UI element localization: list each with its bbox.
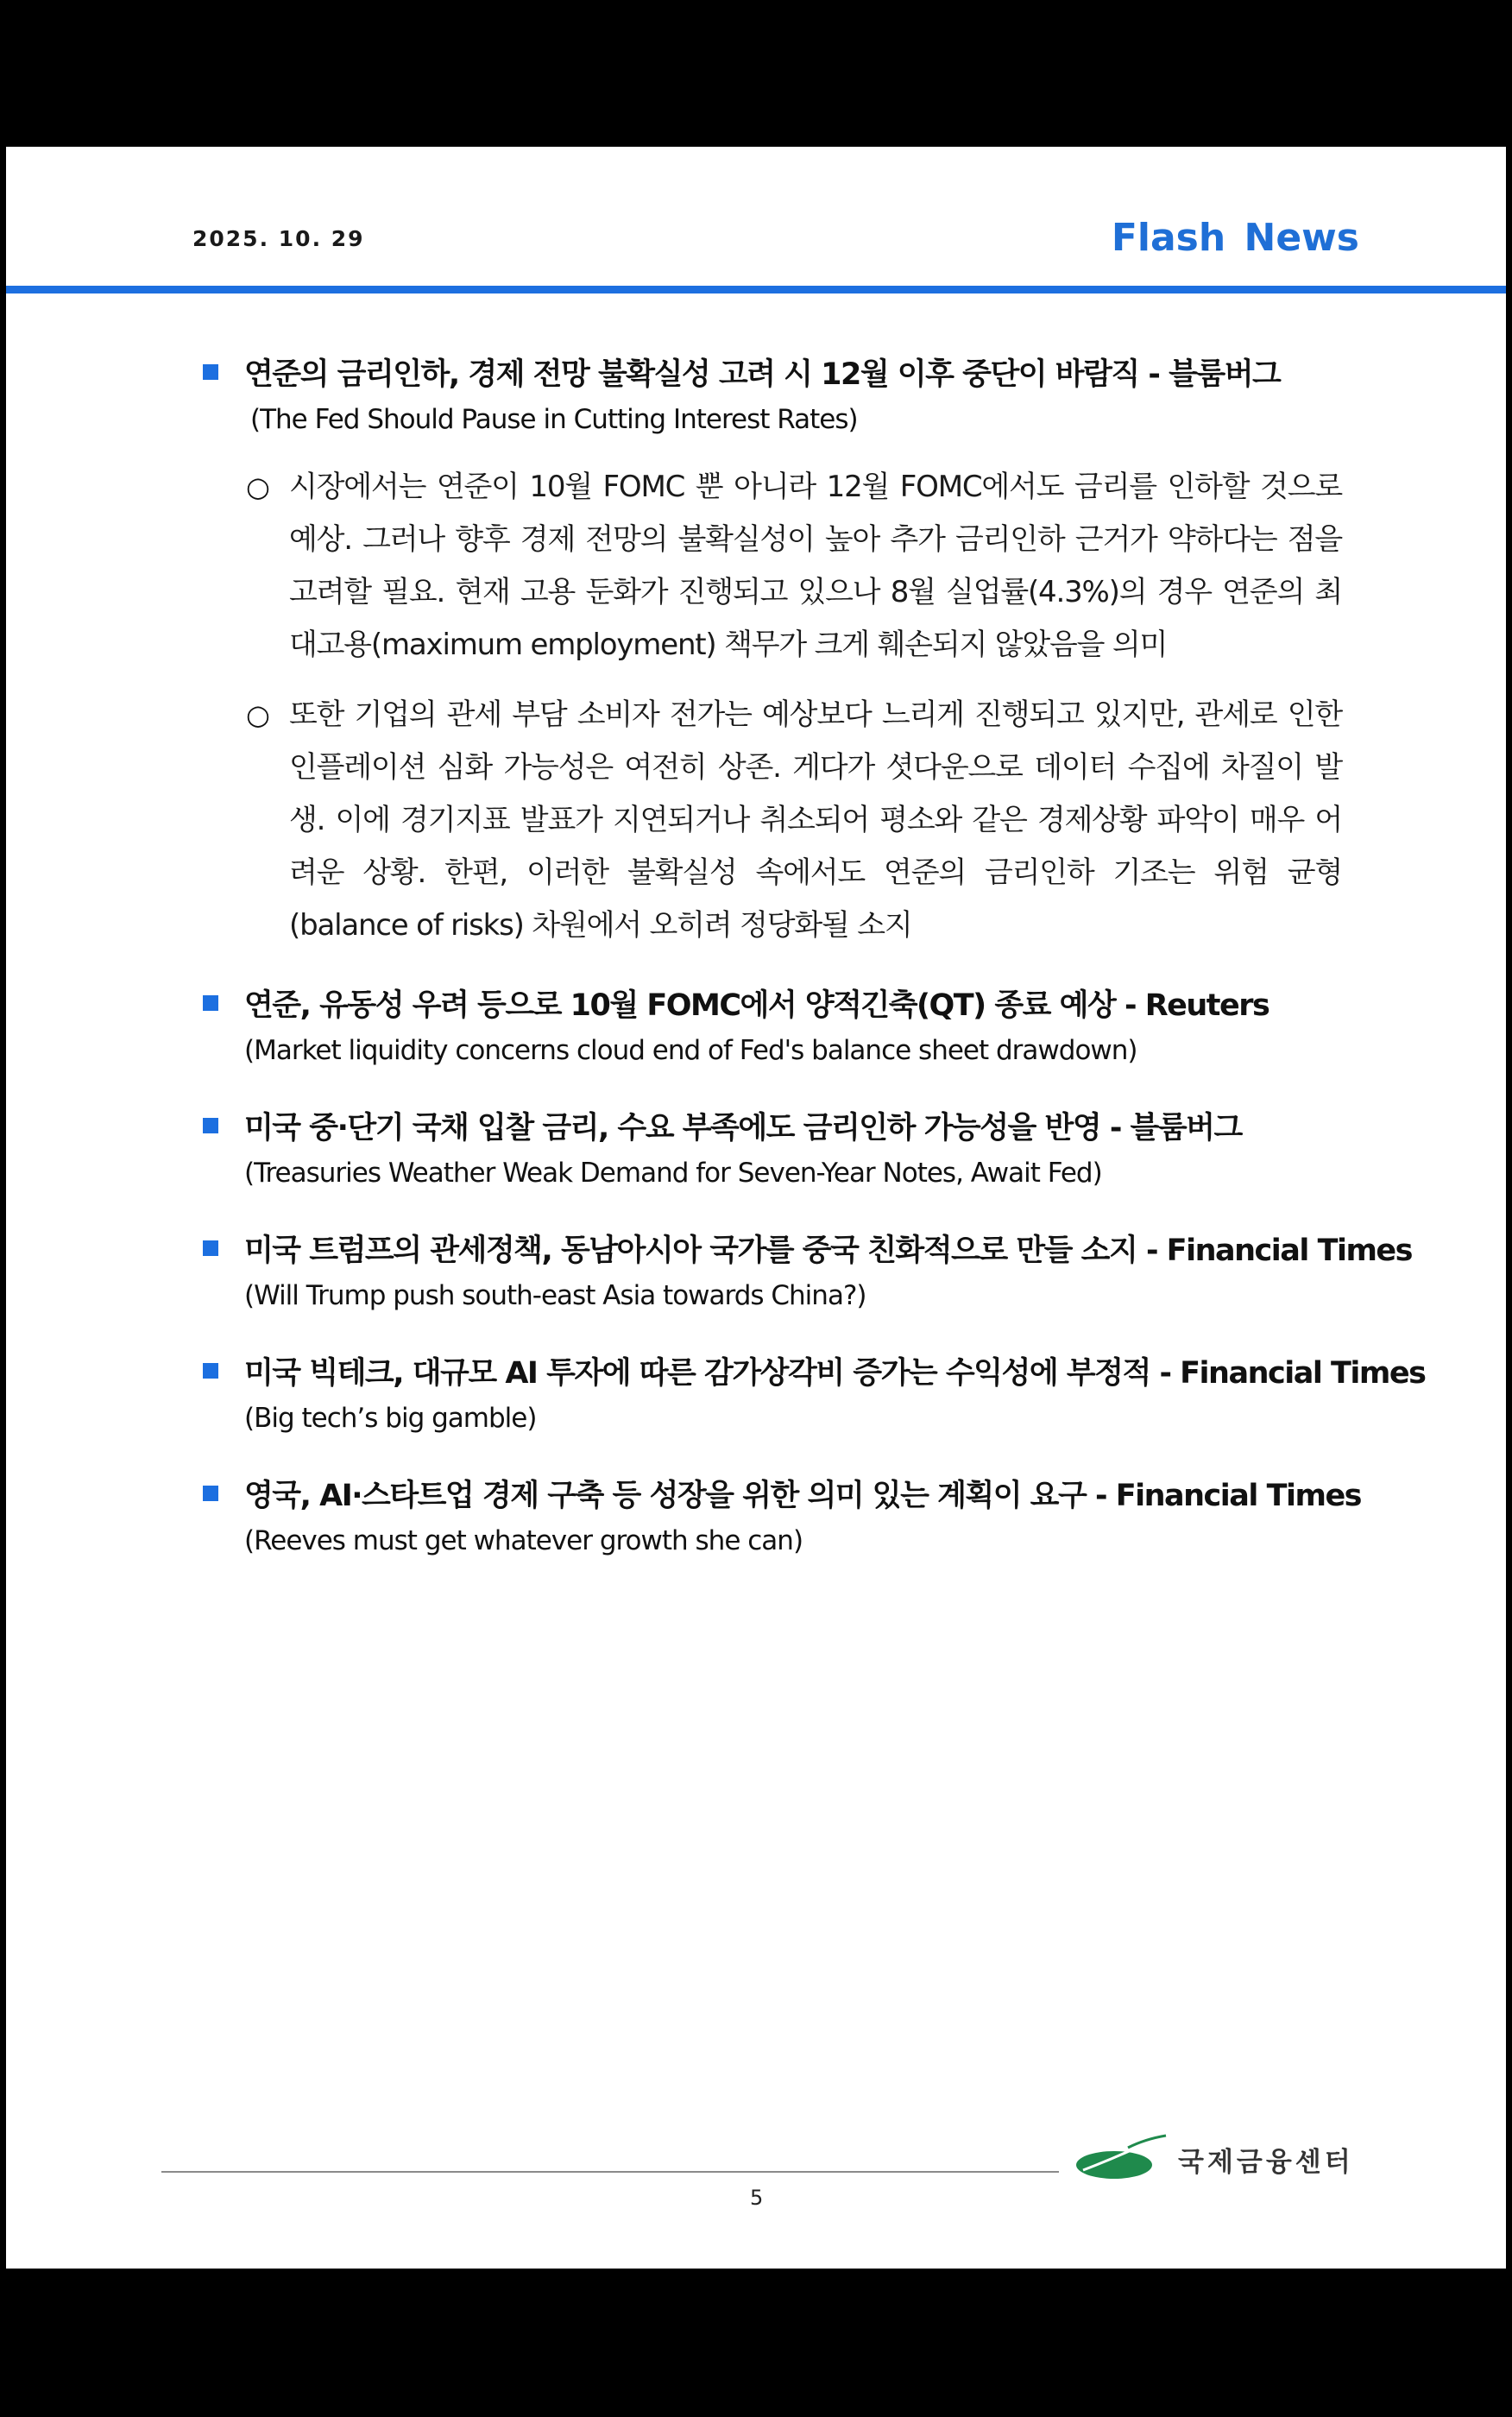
news-headline: 영국, AI·스타트업 경제 구축 등 성장을 위한 의미 있는 계획이 요구 - Financial Times	[244, 1479, 1362, 1513]
news-english-title: (Market liquidity concerns cloud end of Fed's balance sheet drawdown)	[244, 1035, 1137, 1066]
news-headline: 미국 빅테크, 대규모 AI 투자에 따른 감가상각비 증가는 수익성에 부정적 - Financial Times	[244, 1356, 1426, 1391]
square-bullet-icon	[203, 1363, 218, 1379]
document-page	[6, 147, 1506, 2269]
square-bullet-icon	[203, 995, 218, 1011]
kcif-leaf-icon	[1076, 2132, 1171, 2186]
header-divider	[6, 286, 1506, 293]
footer-divider	[161, 2171, 1059, 2173]
square-bullet-icon	[203, 1118, 218, 1133]
organization-logo	[1076, 2132, 1354, 2186]
circle-bullet-icon: ○	[246, 698, 270, 731]
page-number: 5	[750, 2186, 764, 2210]
paragraph-text: 시장에서는 연준이 10월 FOMC 뿐 아니라 12월 FOMC에서도 금리를 인하할 것으로 예상. 그러나 향후 경제 전망의 불확실성이 높아 추가 금리인하 근거가 약하다는 점을 고려할 필요. 현재 고용 둔화가 진행되고 있으나 8월 실업률(4.3%)의 경우 연준의 최대고용(maximum employment) 책무가 크게 훼손되지 않았음을 의미	[289, 470, 1342, 662]
news-item	[203, 1475, 1362, 1565]
publication-title: Flash News	[1111, 216, 1359, 260]
news-item	[203, 985, 1342, 1075]
news-item	[203, 354, 1342, 952]
organization-name: 국제금융센터	[1178, 2146, 1354, 2178]
publication-date: 2025. 10. 29	[192, 226, 365, 251]
news-headline: 미국 트럼프의 관세정책, 동남아시아 국가를 중국 친화적으로 만들 소지 - Financial Times	[244, 1234, 1412, 1268]
news-headline: 연준의 금리인하, 경제 전망 불확실성 고려 시 12월 이후 중단이 바람직 - 블룸버그	[244, 357, 1281, 392]
news-english-title: (Reeves must get whatever growth she can)	[244, 1525, 803, 1556]
square-bullet-icon	[203, 1240, 218, 1256]
news-english-title: (The Fed Should Pause in Cutting Interest Rates)	[250, 404, 858, 435]
news-english-title: (Treasuries Weather Weak Demand for Seven-Year Notes, Await Fed)	[244, 1158, 1102, 1189]
news-english-title: (Will Trump push south-east Asia towards China?)	[244, 1280, 866, 1311]
news-item	[203, 1353, 1426, 1442]
news-paragraph	[203, 689, 1342, 952]
news-item	[203, 1108, 1342, 1197]
news-english-title: (Big tech’s big gamble)	[244, 1403, 537, 1434]
news-headline: 연준, 유동성 우려 등으로 10월 FOMC에서 양적긴축(QT) 종료 예상 - Reuters	[244, 988, 1269, 1023]
news-headline: 미국 중·단기 국채 입찰 금리, 수요 부족에도 금리인하 가능성을 반영 - 블룸버그	[244, 1111, 1242, 1145]
circle-bullet-icon: ○	[246, 470, 270, 503]
square-bullet-icon	[203, 1486, 218, 1501]
paragraph-text: 또한 기업의 관세 부담 소비자 전가는 예상보다 느리게 진행되고 있지만, 관세로 인한 인플레이션 심화 가능성은 여전히 상존. 게다가 셧다운으로 데이터 수집에 차질이 발생. 이에 경기지표 발표가 지연되거나 취소되어 평소와 같은 경제상황 파악이 매우 어려운 상황. 한편, 이러한 불확실성 속에서도 연준의 금리인하 기조는 위험 균형(balance of risks) 차원에서 오히려 정당화될 소지	[289, 697, 1342, 943]
news-paragraph	[203, 461, 1342, 672]
news-list	[203, 354, 1426, 1598]
news-item	[203, 1230, 1412, 1320]
square-bullet-icon	[203, 364, 218, 380]
